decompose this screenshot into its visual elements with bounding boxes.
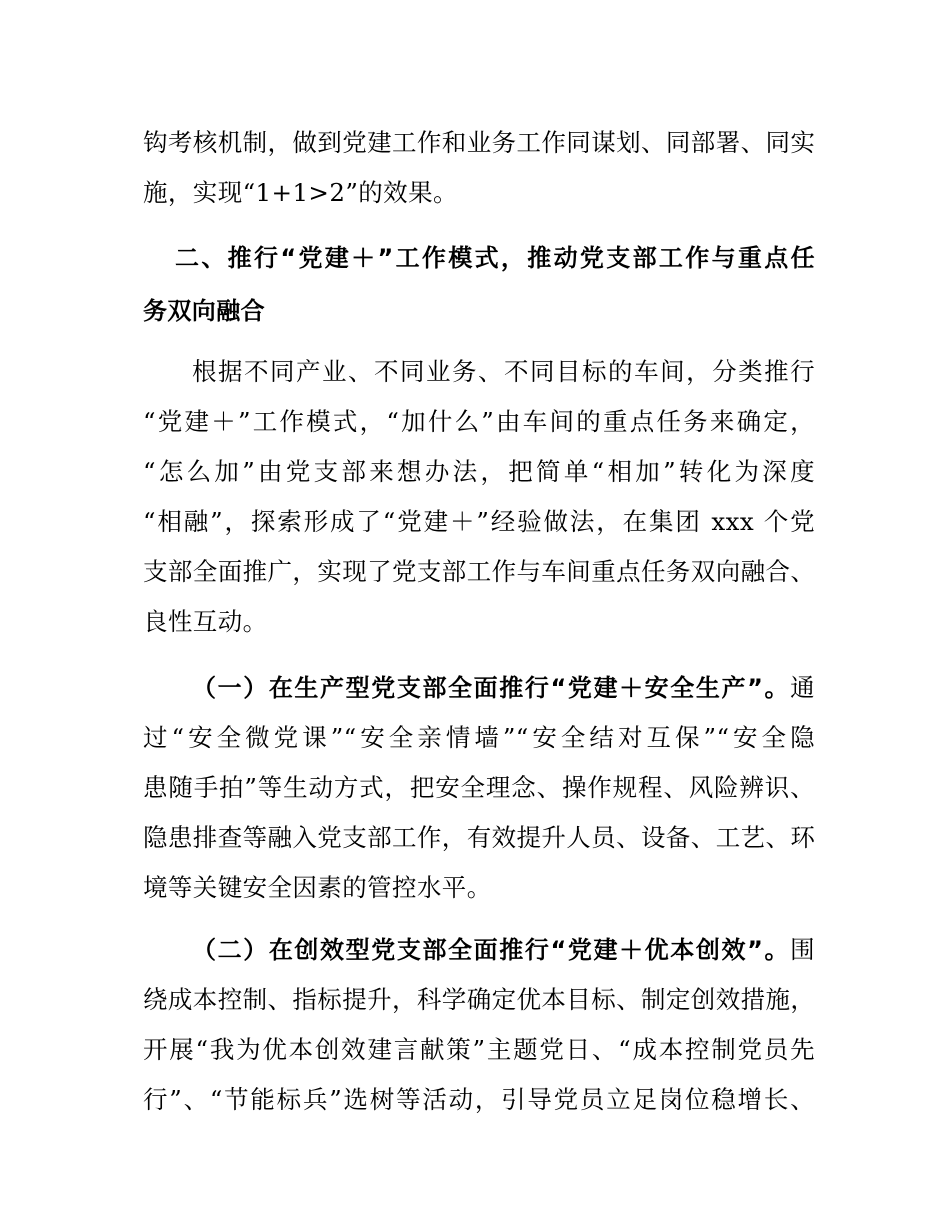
text-line: 隐患排查等融入党支部工作，有效提升人员、设备、工艺、环	[143, 823, 816, 852]
text-line: 行”、“节能标兵”选树等活动，引导党员立足岗位稳增长、	[143, 1085, 815, 1114]
continuation-paragraph	[143, 118, 815, 218]
subsection-1	[143, 663, 815, 913]
text-line: 施，实现“1+1>2”的效果。	[143, 178, 458, 207]
text-line: 支部全面推广，实现了党支部工作与车间重点任务双向融合、	[143, 557, 816, 586]
subsection-title-tail: 通	[790, 673, 815, 702]
text-line: 根据不同产业、不同业务、不同目标的车间，分类推行	[192, 357, 815, 386]
heading-line: 二、推行“党建＋”工作模式，推动党支部工作与重点任	[175, 244, 815, 272]
subsection-title-tail: 围	[790, 935, 815, 964]
text-line: 患随手拍”等生动方式，把安全理念、操作规程、风险辨识、	[143, 773, 815, 802]
text-line: 良性互动。	[143, 607, 268, 636]
text-line: “相融”，探索形成了“党建＋”经验做法，在集团 xxx 个党	[143, 507, 815, 536]
text-line: 开展“我为优本创效建言献策”主题党日、“成本控制党员先	[143, 1035, 815, 1064]
intro-paragraph	[143, 347, 815, 647]
subsection-2	[143, 925, 815, 1125]
subsection-title-line	[143, 925, 815, 975]
section-heading	[143, 232, 815, 338]
subsection-title: （二）在创效型党支部全面推行“党建＋优本创效”。	[192, 936, 791, 964]
text-line: 境等关键安全因素的管控水平。	[143, 873, 492, 902]
text-line: 绕成本控制、指标提升，科学确定优本目标、制定创效措施，	[143, 985, 816, 1014]
subsection-title-line	[143, 663, 815, 713]
text-line: 钩考核机制，做到党建工作和业务工作同谋划、同部署、同实	[143, 128, 816, 157]
text-line: “怎么加”由党支部来想办法，把简单“相加”转化为深度	[143, 457, 815, 486]
text-line: “党建＋”工作模式，“加什么”由车间的重点任务来确定，	[143, 407, 815, 436]
heading-line: 务双向融合	[143, 297, 265, 325]
text-line: 过“安全微党课”“安全亲情墙”“安全结对互保”“安全隐	[143, 723, 815, 752]
subsection-title: （一）在生产型党支部全面推行“党建＋安全生产”。	[192, 674, 791, 702]
